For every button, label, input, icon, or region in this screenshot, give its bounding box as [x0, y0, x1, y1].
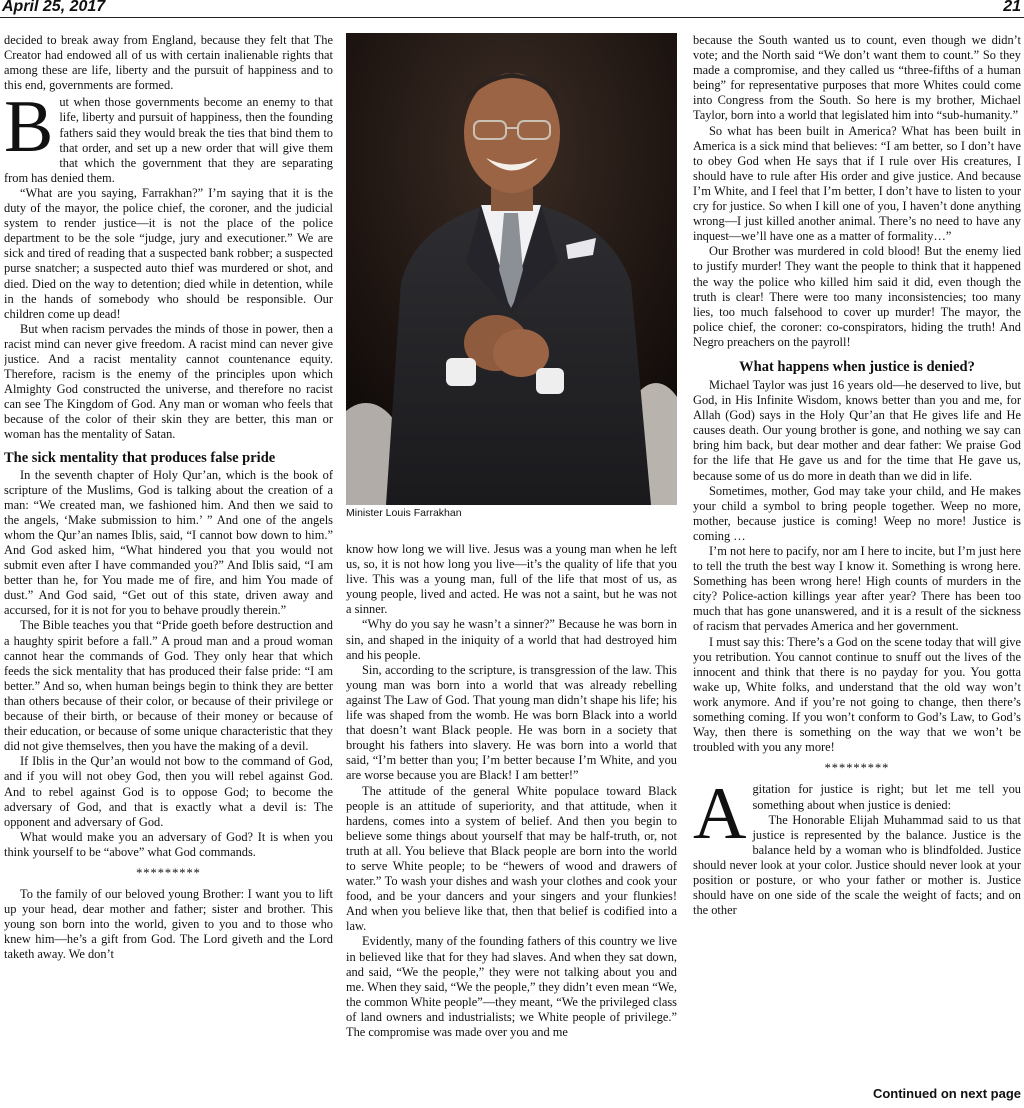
paragraph: To the family of our beloved young Brother: I want you to lift up your head, dear mother and father; sister and brother. This young son born into the world, given to you and to those who knew him—he’s a gift from God. The Lord giveth and the Lord taketh away. We don’t	[4, 887, 333, 962]
paragraph: If Iblis in the Qur’an would not bow to the command of God, and if you will not obey God, then you will rebel against God. And to rebel against God is to oppose God; to become the adversary of God, and that is exactly what a devil is: The opponent and adversary of God.	[4, 754, 333, 829]
continued-notice: Continued on next page	[872, 1086, 1021, 1101]
paragraph: Michael Taylor was just 16 years old—he deserved to live, but God, in His Infinite Wisdom, knows better than you and me, for Allah (God) says in the Holy Qur’an that He gives life and He causes death. Our young brother is gone, and nothing we say can bring him back, but dear mother and dear father: We praise God for the life that He gave us and for the time that He gave us, because some of us do more in death than we did in life.	[693, 377, 1021, 483]
page-number: 21	[1003, 0, 1021, 15]
paragraph: know how long we will live. Jesus was a young man when he left us, so, it is not how long you live—it’s the quality of life that you live. This was a young man, full of the life that most of us, as young people, lived and acted. He was not a saint, but he was not a sinner.	[346, 542, 677, 617]
paragraph: What would make you an adversary of God? It is when you think yourself to be “above” what God commands.	[4, 829, 333, 859]
paragraph: “Why do you say he wasn’t a sinner?” Because he was born in sin, and shaped in the iniquity of a world that had destroyed him and his people.	[346, 617, 677, 662]
paragraph: The Bible teaches you that “Pride goeth before destruction and a haughty spirit before a fall.” A proud man and a proud woman cannot hear the commands of God. They only hear that which feeds the sick mentality that has produced their false pride: “I am better.” And so, when human beings begin to think they are better than others because of their color, or because of their privilege or because of their birth, or because of their money or because of their education, or because of some unique characteristic that they did not give themselves, then you have the making of a devil.	[4, 618, 333, 754]
section-heading: What happens when justice is denied?	[739, 358, 975, 375]
paragraph: But when racism pervades the minds of those in power, then a racist mind can never give freedom. A racist mind can never give justice. And a racist mentality cannot countenance equity. Therefore, racism is the enemy of the principles upon which Almighty God constructed the universe, and therefore no racist can see The Kingdom of God. Any man or woman who feels that because of the color of their skin they are better, this man or woman has the mentality of Satan.	[4, 321, 333, 442]
paragraph: Our Brother was murdered in cold blood! But the enemy lied to justify murder! They want the people to think that it happened the way the police who killed him said it did, even though the truth is clear! There were too many inconsistencies; too many lies, too much falsehood to cover up murder! The mayor, the police chief, the coroner: co-conspirators, hiding the truth! And Negro preachers on the payroll!	[693, 244, 1021, 349]
issue-date: April 25, 2017	[2, 0, 106, 15]
section-heading: The sick mentality that produces false pride	[4, 449, 276, 466]
paragraph: Sin, according to the scripture, is transgression of the law. This young man was born into a world that was already rebelling against The Law of God. That young man didn’t shape his life; his life was shaped from the womb. He was born Black into a world that doesn’t want Black people. He was born in a society that brought his fathers into slavery. He was born into a world that said, “I’m better than you; I’m better because I’m White, and you are worse because you are Black! I am better!”	[346, 662, 677, 783]
section-divider: *********	[824, 761, 890, 776]
paragraph: Sometimes, mother, God may take your child, and He makes your child a symbol to bring people together. Weep no more, mother, because justice is coming! Weep no more! Justice is coming …	[693, 483, 1021, 543]
page-header	[0, 0, 1024, 18]
paragraph: The attitude of the general White populace toward Black people is an attitude of superiority, and that attitude, when it hardens, comes into a system of belief. And then you begin to believe some things about yourself that may be half-truth, or, not truth at all. You believe that Black people are born into the world to serve White people; to be “hewers of wood and drawers of water.” To wash your dishes and wash your clothes and cook your food, and be your dancers and your singers and your flunkies! And when you believe like that, then that belief is codified into a law.	[346, 783, 677, 934]
article-column-3	[693, 33, 1021, 1083]
section-divider: *********	[136, 865, 201, 880]
paragraph: In the seventh chapter of Holy Qur’an, which is the book of scripture of the Muslims, God is talking about the creation of a man: “We created man, we fashioned him. And then we said to the angels, ‘Make submission to him.’ ” And one of the angels whom the Qur’an names Iblis, said, “I cannot bow down to him.” And God asked him, “What hindered you that you would not submit even after I have commanded you?” And Iblis said, “I am better than he, for You made me of fire, and him You made of dust.” And God said, “Get out of this state, driven away and accursed, for it is not for you to behave proudly therein.”	[4, 467, 333, 618]
drop-cap: A	[693, 773, 747, 856]
drop-cap: B	[4, 86, 54, 169]
paragraph: So what has been built in America? What has been built in America is a sick mind that believes: “I am better, so I don’t have to obey God when He says that if I rule over His creatures, I should have to rule after His order and give justice. And because I’m White, and I feel that I’m better, I don’t have to listen to your cry for justice. So when I kill one of you, I haven’t done anything wrong—I just killed another animal. There’s no need to have any inquest—we’ll have one as a matter of formality…”	[693, 123, 1021, 244]
paragraph: The Honorable Elijah Muhammad said to us that justice is represented by the balance. Justice is the balance held by a woman who is blindfolded. Justice should never look at your color. Justice should never look at your position or posture, or who your father or mother is. Justice should have on one side of the scale the weight of facts; and on the other	[693, 812, 1021, 918]
paragraph: Agitation for justice is right; but let me tell you something about when justice is denied:	[693, 773, 1021, 856]
paragraph: Evidently, many of the founding fathers of this country we live in believed like that for they had slaves. And when they sat down, and said, “We the people,” they were not talking about you and me. When they said, “We the people,” they didn’t even mean “We, the common White people”—they meant, “We the privileged class of land owners and industrialists; we White people of privilege.” The compromise was made over you and me	[346, 934, 677, 1039]
paragraph: I must say this: There’s a God on the scene today that will give you retribution. You cannot continue to snuff out the lives of the innocent and think that there is no payday for you. You gotta wake up, White folks, and understand that the old way won’t work anymore. And if you’re not going to change, then there’s something coming. If you won’t conform to God’s Law, to God’s Way, then there is something on the way that we won’t be troubled with you any more!	[693, 634, 1021, 755]
photo-caption: Minister Louis Farrakhan	[346, 507, 462, 519]
paragraph: I’m not here to pacify, nor am I here to incite, but I’m just here to tell the truth the best way I know it. Something is wrong here. Something has been wrong here! High counts of murders in the city? Police-action killings year after year? There has been too much that has gone unanswered, and it is a result of the sickness of racism that pervades America and her government.	[693, 544, 1021, 634]
portrait-illustration	[346, 33, 677, 505]
paragraph: “What are you saying, Farrakhan?” I’m saying that it is the duty of the mayor, the police chief, the coroner, and the judicial system to render justice—it is not the place of the police department to be the sole “judge, jury and executioner.” We are sick and tired of reading that a suspected bank robber; a suspected purse snatcher; a suspected auto thief was murdered or shot, and died. Died on the way to detention; died while in detention, while in the hands of somebody who should be responsible. Our children come up dead!	[4, 185, 333, 321]
portrait-photo	[346, 33, 677, 505]
paragraph: But when those governments become an enemy to that life, liberty and pursuit of happiness, then the founding fathers said they would break the ties that bind them to that order, and set up a new order that will give them that which the government that they are separating from has denied them.	[4, 86, 333, 185]
paragraph: because the South wanted us to count, even though we didn’t vote; and the North said “We don’t want them to count.” So they made a compromise, and they called us “three-fifths of a human being” for representative purposes that more Whites could come into Congress from the South. So here is my brother, Michael Taylor, born into a world that legislated him into “sub-humanity.”	[693, 33, 1021, 123]
article-column-2	[346, 542, 677, 1102]
paragraph: decided to break away from England, because they felt that The Creator had endowed all of us with certain inalienable rights that among these are life, liberty and the pursuit of happiness and to this end, governments are formed.	[4, 33, 333, 93]
article-column-1	[4, 33, 333, 1105]
